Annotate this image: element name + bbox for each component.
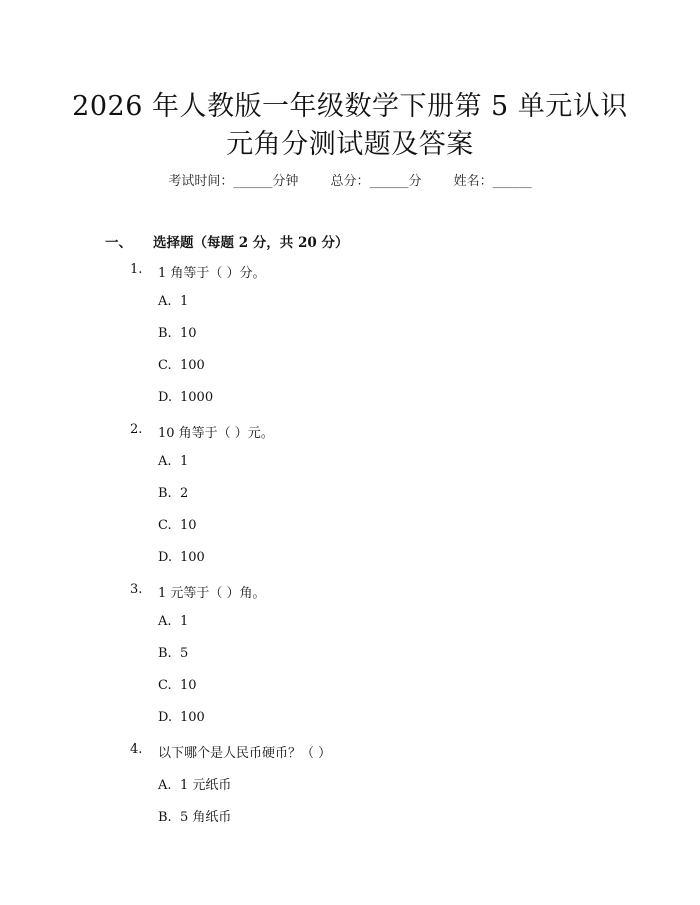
exam-meta-row bbox=[0, 170, 700, 189]
section-number: 一、 bbox=[105, 235, 132, 251]
option-item bbox=[158, 678, 197, 693]
option-text: 100 bbox=[180, 358, 205, 373]
option-letter: C. bbox=[158, 678, 172, 693]
option-item bbox=[158, 294, 188, 309]
question-text: 1 元等于（ ）角。 bbox=[158, 586, 266, 601]
question-number: 3. bbox=[130, 582, 143, 597]
option-letter: D. bbox=[158, 550, 173, 565]
option-letter: B. bbox=[158, 326, 172, 341]
option-letter: A. bbox=[158, 454, 172, 469]
option-letter: D. bbox=[158, 390, 173, 405]
option-text: 5 bbox=[180, 646, 189, 661]
question-number: 4. bbox=[130, 742, 143, 757]
section-title: 选择题（每题 2 分，共 20 分） bbox=[153, 235, 349, 251]
option-letter: C. bbox=[158, 518, 172, 533]
option-letter: C. bbox=[158, 358, 172, 373]
option-item bbox=[158, 390, 213, 405]
question-text: 以下哪个是人民币硬币？（ ） bbox=[158, 746, 332, 761]
option-item bbox=[158, 774, 231, 793]
option-item bbox=[158, 806, 231, 825]
option-text: 2 bbox=[180, 486, 189, 501]
section-heading bbox=[105, 231, 348, 251]
question-text: 10 角等于（ ）元。 bbox=[158, 426, 274, 441]
question-text: 1 角等于（ ）分。 bbox=[158, 266, 266, 281]
option-text: 10 bbox=[180, 326, 197, 341]
question-number: 2. bbox=[130, 422, 143, 437]
document-title-line-1: 2026 年人教版一年级数学下册第 5 单元认识 bbox=[72, 91, 628, 122]
option-text: 1 bbox=[180, 454, 189, 469]
name-field: 姓名：______ bbox=[453, 174, 532, 189]
option-letter: B. bbox=[158, 810, 172, 825]
question-number: 1. bbox=[130, 262, 143, 277]
option-letter: B. bbox=[158, 486, 172, 501]
total-score-field: 总分：______分 bbox=[330, 174, 422, 189]
option-item bbox=[158, 710, 205, 725]
option-item bbox=[158, 486, 188, 501]
option-letter: A. bbox=[158, 778, 172, 793]
option-letter: B. bbox=[158, 646, 172, 661]
option-text: 5 角纸币 bbox=[180, 810, 232, 825]
option-item bbox=[158, 646, 188, 661]
option-item bbox=[158, 614, 188, 629]
option-item bbox=[158, 454, 188, 469]
option-item bbox=[158, 326, 197, 341]
option-letter: A. bbox=[158, 614, 172, 629]
option-letter: D. bbox=[158, 710, 173, 725]
exam-time-field: 考试时间：______分钟 bbox=[168, 174, 299, 189]
option-text: 1 bbox=[180, 614, 189, 629]
option-text: 1 元纸币 bbox=[180, 778, 232, 793]
document-title-line-2: 元角分测试题及答案 bbox=[226, 129, 474, 160]
option-text: 10 bbox=[180, 518, 197, 533]
option-item bbox=[158, 518, 197, 533]
option-item bbox=[158, 550, 205, 565]
option-letter: A. bbox=[158, 294, 172, 309]
option-text: 100 bbox=[180, 710, 205, 725]
option-item bbox=[158, 358, 205, 373]
option-text: 10 bbox=[180, 678, 197, 693]
option-text: 1 bbox=[180, 294, 189, 309]
option-text: 100 bbox=[180, 550, 205, 565]
option-text: 1000 bbox=[180, 390, 214, 405]
